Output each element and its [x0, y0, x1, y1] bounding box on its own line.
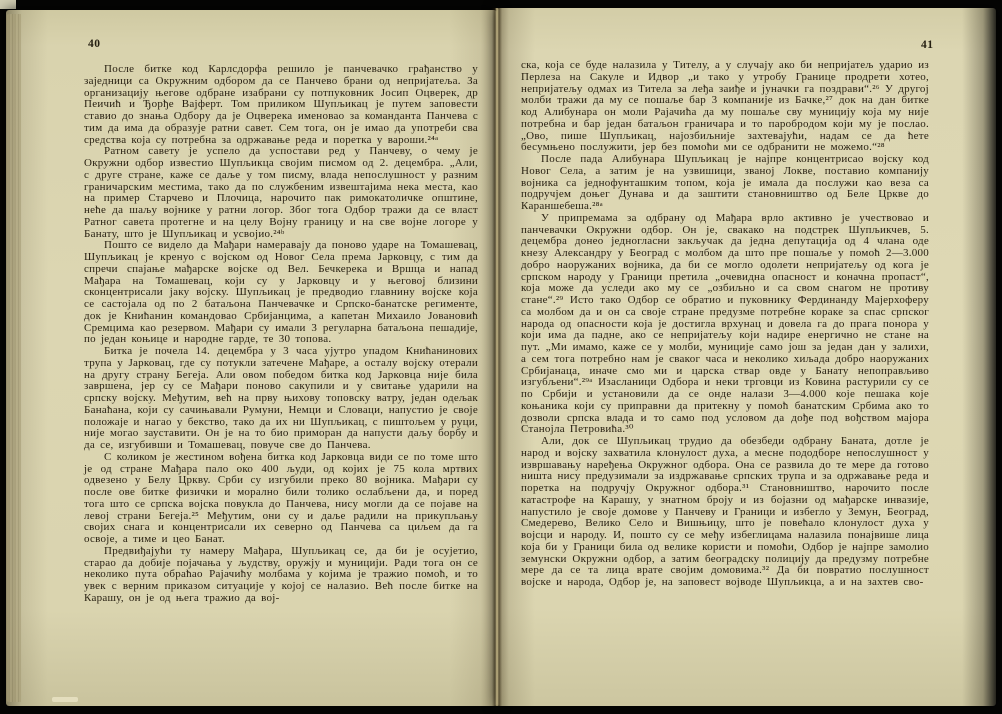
left-page — [6, 10, 497, 706]
paragraph: После пада Алибунара Шупљикац је најпре концентрисао војску код Новог Села, а затим је на узвишици, званој Локве, поставио компанију војника са једнофунташким топом, која је имала да послужи као веза са подручјем доњег Дунава и да заштити становништво од Беле Цркве до Караншебеша.²⁸ᵃ — [521, 153, 929, 212]
paragraph: Али, док се Шупљикац трудио да обезбеди одбрану Баната, дотле је народ и војску захватила клонулост духа, а месне пододборе непослушност у извршавању наређења Окружног одбора. Она се развила до те мере да готово ништа нису предузимали за издржавање српских трупа и за одржавање реда и поретка на подручју Окружног одбора.³¹ Становништво, нарочито после катастрофе на Карашу, у знатном броју и из бојазни од мађарске инвазије, напустило је своје домове у Панчеву и Граници и избегло у Земун, Београд, Смедерево, Велико Село и Вишњицу, што је повећало клонулост духа у војсци и народу. И, пошто су се међу избеглицама налазила понајвише лица која би у Граници била од велике користи и помоћи, Одбор је најпре замолио земунски Окружни одбор, а затим београдску полицију да предузму потребне мере да се та лица врате својим домовима.³² Да би повратио послушност војске и народа, Одбор је, на заповест војводе Шупљикца, а и на захтев сво- — [521, 435, 929, 588]
paragraph: Битка је почела 14. децембра у 3 часа ујутро упадом Книћанинових трупа у Јарковац, где су потукли затечене Мађаре, а осталу војску отерали на другу страну Бегеја. Али овом победом битка код Јарковца није била завршена, јер су се Мађари поново сакупили и у свитање ударили на српску војску. Међутим, већ на прву њихову топовску ватру, један одељак Банаћана, који су сачињавали Румуни, Немци и Словаци, напустио је своје положаје и нагао у бекство, тако да их ни Шупљикац, с пиштољем у руци, није могао зауставити. Он је на то био приморан да напусти даљу борбу и да се, изгубивши и Томашевац, повуче све до Панчева. — [84, 345, 478, 451]
book-gutter — [492, 8, 502, 706]
paragraph: Предвиђајући ту намеру Мађара, Шупљикац се, да би је осујетио, старао да добије појачања у људству, оружју и муницији. Ради тога он се неколико пута обраћао Рајачићу молбама у којима је тражио помоћ, и то увек с верним приказом ситуације у којој се налазио. Већ после битке на Карашу, он је од њега тражио да вој- — [84, 544, 478, 604]
paragraph: После битке код Карлсдорфа решило је панчевачко грађанство у заједници са Окружним одбором да се Панчево брани од непријатеља. За организацију његове одбране изабрани су потпуковник Јосип Оцверек, др Пеичић и Ђорђе Вајферт. Том приликом Шупљикац је путем заповести ставио до знања Одбору да је Оцверека именовао за команданта Панчева с тим да има да образује ратни савет. Сем тога, он је имао да употреби сва средства која су потребна за одржавање реда и поретка у вароши.²⁴ᵃ — [84, 63, 478, 146]
paragraph: У припремама за одбрану од Мађара врло активно је учествовао и панчевачки Окружни одбор. Он је, свакако на подстрек Шупљикчев, 5. децембра донео једногласни закључак да једна депутација од 4 члана оде кнезу Александру у Београд с молбом да што пре пошаље у помоћ 2—3.000 добро наоружаних војника, да би се могло одолети непријатељу од кога је српском народу у Граници претила „очевидна опасност и коначна пропаст“, која може да уследи ако му се „озбиљно и са свом снагом не противу стане“.²⁹ Исто тако Одбор се обратио и пуковнику Фердинанду Мајерхоферу са молбом да и он са своје стране предузме потребне кораке за спас српског народа од опасности која је достигла врхунац и довела га до прага понора у који има да падне, ако се непријатељу који надире енергично не стане на пут. „Ми имамо, каже се у молби, муниције само још за један дан у залихи, а сем тога потребно нам је сваког часа и неколико хиљада добро наоружаних Србијанаца, иначе смо ми и царска ствар овде у Банату непоправљиво изгубљени“.²⁹ᵃ Изасланици Одбора и неки трговци из Ковина растурили су се по Србији и установили да се онде налази 3—4.000 које пешака које коњаника који су приправни да притекну у помоћ банатским Србима ако то дозволи српска влада и то само под условом да дође под вођством мајора Станојла Петровића.³⁰ — [521, 211, 929, 436]
scan-artifact — [0, 0, 16, 9]
right-page-number: 41 — [921, 39, 934, 51]
paragraph: Ратном савету је успело да успостави ред у Панчеву, о чему је Окружни одбор известио Шупљикца својим писмом од 2. децембра. „Али, с друге стране, каже се даље у том писму, влада непослушност у разним граничарским местима, тако да по службеним извештајима нека места, као на пример Старчево и Плочица, нарочито пак римокатоличке општине, неће да шаљу војнике у ратни логор. Због тога Одбор тражи да се власт Ратног савета протегне и на целу Војну границу и на све војне логоре у Банату, што је Шупљикац и усвојио.²⁴ᵇ — [84, 145, 478, 240]
right-text-column — [521, 60, 929, 589]
left-text-column — [84, 64, 478, 605]
page-edge-stack — [6, 14, 21, 702]
left-page-number: 40 — [88, 38, 101, 50]
scan-artifact — [52, 697, 78, 702]
paragraph: С коликом је жестином вођена битка код Јарковца види се по томе што је од стране Мађара пало око 400 људи, од којих је 75 кола мртвих одвезено у Белу Цркву. Срби су изгубили преко 80 војника. Мађари су после ове битке физички и морално били толико ослабљени да, и поред тога што се српска војска повукла до Панчева, нису могли да се појаве на левој страни Бегеја.²⁵ Међутим, они су и даље радили на прикупљању својих снага и концентрисали их северно од Панчева са циљем да га освоје, а тиме и цео Банат. — [84, 450, 478, 545]
paragraph: ска, која се буде налазила у Тителу, а у случају ако би непријатељ ударио из Перлеза на Сакуле и Идвор „и тако у утробу Границе продрети хотео, непријатељу одмах из Титела за леђа заиђе и јуначки га поздрави“.²⁶ У другој молби тражи да му се пошаље бар 3 компаније из Бачке,²⁷ док на дан битке код Алибунара он моли Рајачића да му пошаље сву муницију која му није потребна и бар један батаљон граничара и то паробродом који му је послао. „Ово, пише Шупљикац, најозбиљније захтевајући, надам се да ћете бесумњено послужити, јер без помоћи ми се одбранити не можемо.“²⁸ — [521, 59, 929, 154]
paragraph: Пошто се видело да Мађари намеравају да поново ударе на Томашевац, Шупљикац је кренуо с војском од Новог Села према Јарковцу, с тим да спречи спајање мађарске војске од Вел. Бечкерека и Вршца и напад Мађара на Томашевац, који су у Јарковцу и у његовој близини сконцентрисали јаку војску. Шупљикац је предводио главнину војске која се састојала од по 2 батаљона Панчевачке и Српско-банатске регименте, док је Книћанин командовао Србијанцима, а капетан Михаило Јовановић Сремцима као резервом. Мађари су имали 3 регуларна батаљона пешадије, по један коњице и народне гарде, те 30 топова. — [84, 239, 478, 346]
right-page — [497, 8, 996, 706]
